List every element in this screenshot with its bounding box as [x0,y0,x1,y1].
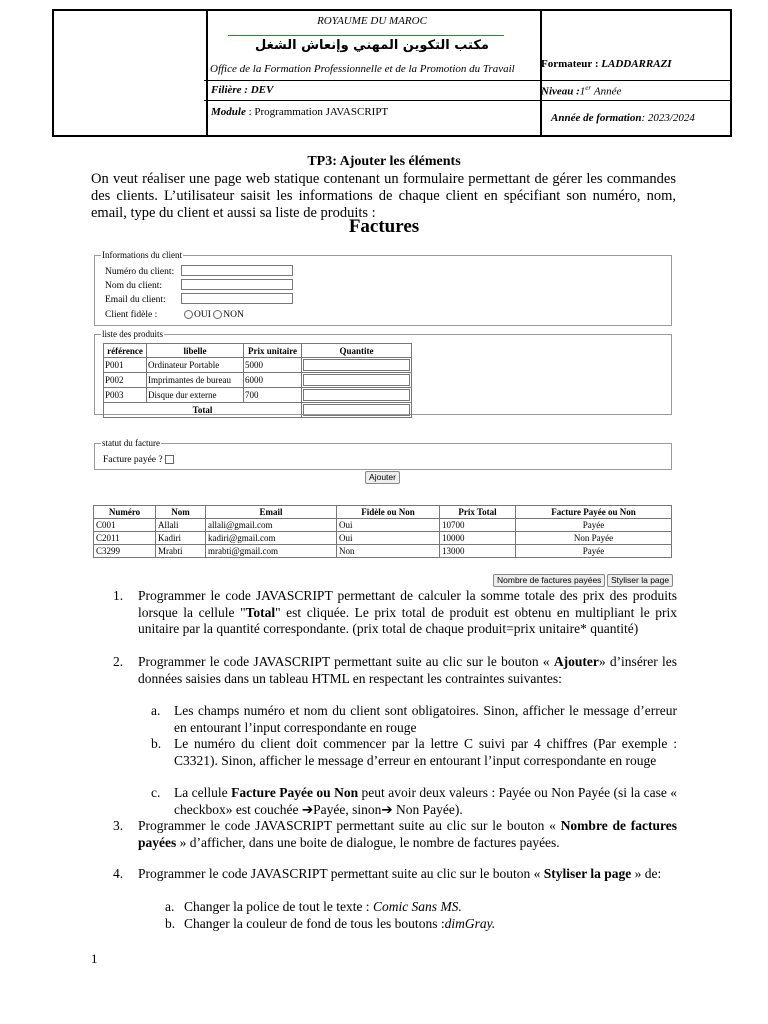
statut-legend: statut du facture [102,438,160,448]
table-row [94,545,672,558]
col-prix-total: Prix Total [440,506,516,519]
produit-libelle: Imprimantes de bureau [147,373,244,388]
q4a-italic: Comic Sans MS. [372,899,462,914]
statut-fieldset [94,438,672,470]
annee-line [551,112,695,124]
col-payee: Facture Payée ou Non [516,506,672,519]
q1-number: 1. [113,588,124,603]
fidele-label: Client fidèle : [105,310,158,320]
q4-text-end: » de: [634,866,662,881]
email-input[interactable] [181,293,293,304]
q2-text-end: » d’insérer les données saisies dans un tableau HTML en respectant les contraintes suivantes: [138,654,678,686]
q1-bold: Total [245,604,276,620]
nom-label: Nom du client: [105,281,162,291]
q4b-text: Changer la couleur de fond de tous les boutons : [184,916,445,931]
email-label: Email du client: [105,295,166,305]
nom-input[interactable] [181,279,293,290]
question-3 [138,818,677,851]
fidele-radios [184,309,244,321]
payee-checkbox[interactable] [165,455,174,464]
oui-label: OUI [194,310,211,320]
q3-number: 3. [113,818,124,833]
cell-prix-total: 10700 [440,519,516,532]
niveau-sup: er [585,84,592,92]
total-value-cell [302,403,412,418]
filiere-label: Filière : [211,84,248,96]
q2c-text: La cellule [174,785,228,800]
cell-prix-total: 13000 [440,545,516,558]
question-2b: Le numéro du client doit commencer par la lettre C suivi par 4 chiffres (Par exemple : C3321). Sinon, afficher le message d’erreur en entourant l’input correspondante en rouge [174,736,677,768]
q2a-letter: a. [151,703,161,718]
page-title: TP3: Ajouter les éléments [307,154,461,169]
factures-table [93,505,672,558]
total-cell[interactable]: Total [104,403,302,418]
col-nom: Nom [156,506,206,519]
total-row [104,403,412,418]
non-radio[interactable] [213,310,222,319]
annee-value: : 2023/2024 [641,112,695,124]
produit-prix: 5000 [244,358,302,373]
q1-text-end: " est cliquée. Le prix total de produit est obtenu en multipliant le prix unitaire par la quantité correspondante. (prix total de chaque produit=prix unitaire* quantité) [138,604,677,636]
question-1 [138,588,677,638]
quantite-cell [302,388,412,403]
formateur-name: LADDARRAZI [601,58,672,70]
q4-text: Programmer le code JAVASCRIPT permettant suite au clic sur le bouton « [138,866,541,881]
q2c-bold: Facture Payée ou Non [231,785,359,800]
cell-nom: Allali [156,519,206,532]
styliser-button[interactable]: Styliser la page [607,574,673,587]
q4a-letter: a. [165,899,175,914]
formateur-label: Formateur : [541,58,599,70]
cell-email: allali@gmail.com [206,519,337,532]
cell-nom: Mrabti [156,545,206,558]
q3-text-end: » d’afficher, dans une boite de dialogue, le nombre de factures payées. [179,834,560,850]
cell-numero: C001 [94,519,156,532]
cell-email: kadiri@gmail.com [206,532,337,545]
kingdom-text: ROYAUME DU MAROC [317,15,427,27]
produit-ref: P001 [104,358,147,373]
cell-prix-total: 10000 [440,532,516,545]
payee-line [103,454,174,466]
filiere-value: DEV [250,84,274,96]
produits-header-row [104,344,412,358]
module-value: : Programmation JAVASCRIPT [248,106,389,118]
produit-row [104,358,412,373]
col-fidele: Fidèle ou Non [337,506,440,519]
q3-text: Programmer le code JAVASCRIPT permettant suite au clic sur le bouton « [138,818,556,833]
nombre-factures-button[interactable]: Nombre de factures payées [493,574,605,587]
q3-bold: Nombre de factures payées [138,818,677,850]
formateur-line [541,58,672,70]
numero-input[interactable] [181,265,293,276]
q2c-letter: c. [151,785,161,800]
q2-bold: Ajouter [553,654,599,669]
office-name: Office de la Formation Professionnelle et de la Promotion du Travail [210,63,515,75]
q2b-letter: b. [151,736,162,751]
q4b-letter: b. [165,916,176,931]
produit-row [104,388,412,403]
q4b-italic: dimGray. [444,916,496,931]
ajouter-button[interactable]: Ajouter [365,471,400,484]
col-reference: référence [104,344,147,358]
client-info-legend: Informations du client [102,250,182,260]
q1-text: Programmer le code JAVASCRIPT permettant de calculer la somme totale des prix des produits lorsque la cellule " [138,588,677,620]
intro-paragraph: On veut réaliser une page web statique contenant un formulaire permettant de gérer les commandes des clients. L’utilisateur saisit les informations de chaque client en spécifiant son numéro, nom, email, type du client et aussi sa liste de produits : [91,171,676,221]
cell-numero: C2011 [94,532,156,545]
cell-fidele: Oui [337,532,440,545]
question-2c [174,785,677,818]
q4a-text: Changer la police de tout le texte : [184,899,370,914]
produit-prix: 700 [244,388,302,403]
col-libelle: libelle [147,344,244,358]
table-row [94,519,672,532]
cell-payee: Payée [516,545,672,558]
produits-legend: liste des produits [102,329,163,339]
q4-bold: Styliser la page [543,866,632,881]
green-rule [228,35,504,36]
question-2a: Les champs numéro et nom du client sont obligatoires. Sinon, afficher le message d’erreur en entourant l’input correspondante en rouge [174,703,677,735]
cell-payee: Payée [516,519,672,532]
total-input[interactable] [303,404,410,416]
produit-ref: P002 [104,373,147,388]
arabic-office-name: مكتب التكوين المهني وإنعاش الشغل [255,38,489,53]
q2c-text-end: peut avoir deux valeurs : Payée ou Non Payée (si la case « checkbox» est couchée ➔Payée, sinon➔ Non Payée). [174,785,678,817]
produit-libelle: Disque dur externe [147,388,244,403]
q2-number: 2. [113,654,124,669]
question-4a [184,899,677,916]
niveau-annee: Année [593,85,622,98]
produit-prix: 6000 [244,373,302,388]
niveau-value: 1 [579,85,586,98]
quantite-input[interactable] [303,374,410,386]
cell-fidele: Non [337,545,440,558]
filiere-line [211,84,273,96]
annee-label: Année de formation [551,112,642,124]
cell-fidele: Oui [337,519,440,532]
quantite-cell [302,373,412,388]
question-4 [138,866,677,883]
factures-header-row [94,506,672,519]
question-2 [138,654,677,687]
table-row [94,532,672,545]
numero-label: Numéro du client: [105,267,175,277]
q2-text: Programmer le code JAVASCRIPT permettant suite au clic sur le bouton « [138,654,550,669]
payee-label: Facture payée ? [103,455,163,465]
logo-cell [54,11,208,135]
cell-email: mrabti@gmail.com [206,545,337,558]
produits-table [103,343,412,418]
q4-number: 4. [113,866,124,881]
cell-nom: Kadiri [156,532,206,545]
col-numero: Numéro [94,506,156,519]
page-number: 1 [91,951,98,966]
produit-libelle: Ordinateur Portable [147,358,244,373]
oui-radio[interactable] [184,310,193,319]
niveau-line [541,84,621,98]
non-label: NON [223,310,244,320]
niveau-label: Niveau : [541,85,580,98]
cell-payee: Non Payée [516,532,672,545]
quantite-cell [302,358,412,373]
col-prix: Prix unitaire [244,344,302,358]
produit-ref: P003 [104,388,147,403]
module-label: Module [211,106,246,118]
col-quantite: Quantite [302,344,412,358]
quantite-input[interactable] [303,389,410,401]
module-line [211,106,388,118]
cell-numero: C3299 [94,545,156,558]
quantite-input[interactable] [303,359,410,371]
question-4b [184,916,677,933]
produit-row [104,373,412,388]
col-email: Email [206,506,337,519]
form-heading: Factures [348,216,420,237]
